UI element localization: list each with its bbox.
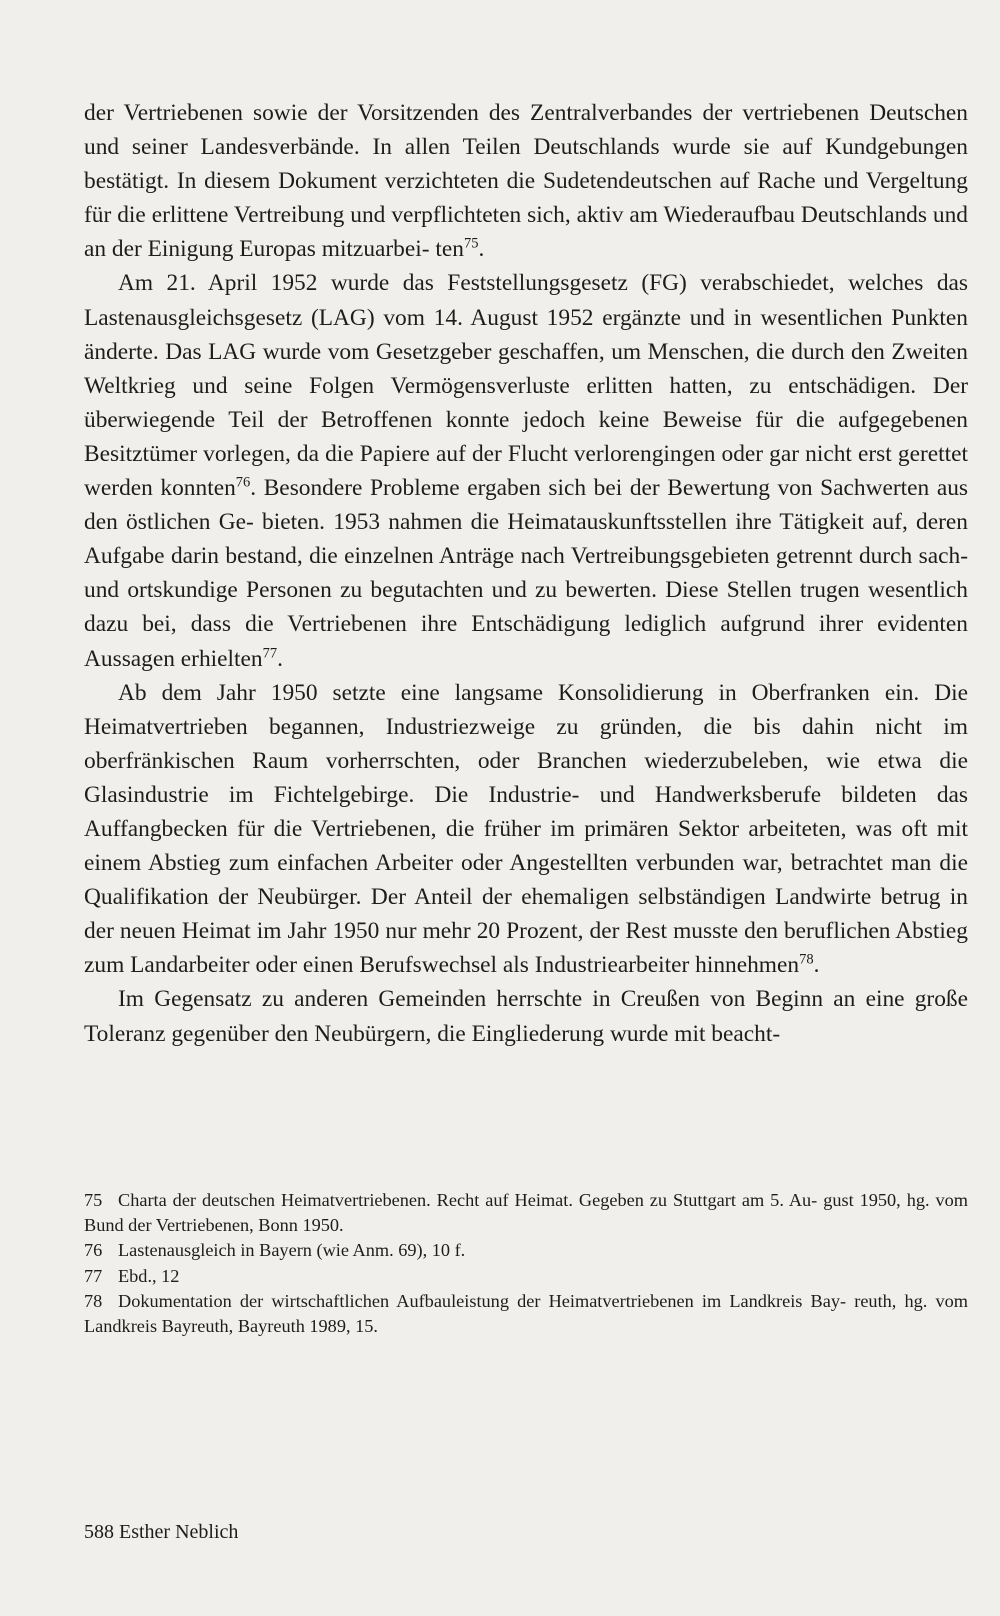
footnote-ref-78: 78 — [799, 951, 814, 968]
footnote-76 — [84, 1238, 968, 1263]
footnote-77 — [84, 1264, 968, 1289]
footnote-number: 78 — [84, 1290, 103, 1311]
footnote-text: Ebd., 12 — [118, 1265, 180, 1286]
footnote-ref-77: 77 — [262, 644, 278, 661]
paragraph-3: Ab dem Jahr 1950 setzte eine langsame Konsolidierung in Oberfranken ein. Die Heimatvertrieben begannen, Industriezweige zu gründen, die bis dahin nicht im oberfränkischen Raum vorherrschten, oder Branchen wiederzubeleben, wie etwa die Glasindustrie im Fichtelgebirge. Die Industrie- und Handwerksberufe bildeten das Auffangbecken für die Vertriebenen, die früher im primären Sektor arbeiteten, was oft mit einem Abstieg zum einfachen Arbeiter oder Angestellten verbunden war, betrachtet man die Qualifikation der Neubürger. Der Anteil der ehemaligen selbständigen Landwirte betrug in der neuen Heimat im Jahr 1950 nur mehr 20 Prozent, der Rest musste den beruflichen Abstieg zum Landarbeiter oder einen Berufswechsel als Industriearbeiter hinnehmen$^{78}$. — [84, 679, 968, 979]
body-text — [84, 96, 968, 1051]
footnote-ref-76: 76 — [235, 474, 251, 491]
footnote-ref-75: 75 — [463, 235, 479, 252]
page-number: 588 — [84, 1521, 114, 1543]
running-author: Esther Neblich — [119, 1521, 239, 1543]
paragraph-1: der Vertriebenen sowie der Vorsitzenden des Zentralverbandes der vertriebenen Deutschen und seiner Landesverbände. In allen Teilen Deutschlands wurde sie auf Kundgebungen bestätigt. In diesem Dokument verzichteten die Sudetendeutschen auf Rache und Vergeltung für die erlittene Vertreibung und verpflichteten sich, aktiv am Wiederaufbau Deutschlands und an der Einigung Europas mitzuarbei- ten$^{75}$. — [84, 100, 968, 263]
page-footer — [84, 1520, 238, 1544]
footnote-78 — [84, 1289, 968, 1339]
footnotes — [84, 1188, 968, 1339]
paragraph-4: Im Gegensatz zu anderen Gemeinden herrschte in Creußen von Beginn an eine große Toleranz gegenüber den Neubürgern, die Eingliederung wurde mit beacht- — [84, 986, 968, 1047]
footnote-75 — [84, 1188, 968, 1238]
footnote-number: 75 — [84, 1190, 103, 1210]
footnote-text: Lastenausgleich in Bayern (wie Anm. 69), 10 f. — [118, 1240, 466, 1261]
footnote-number: 76 — [84, 1240, 103, 1261]
footnote-text: Dokumentation der wirtschaftlichen Aufbauleistung der Heimatvertriebenen im Landkreis Bay- reuth, hg. vom Landkreis Bayreuth, Bayreuth 1989, 15. — [84, 1290, 968, 1337]
paragraph-2: Am 21. April 1952 wurde das Feststellungsgesetz (FG) verabschiedet, welches das Lastenausgleichsgesetz (LAG) vom 14. August 1952 ergänzte und in wesentlichen Punkten änderte. Das LAG wurde vom Gesetzgeber geschaffen, um Menschen, die durch den Zweiten Weltkrieg und seine Folgen Vermögensverluste erlitten hatten, zu entschädigen. Der überwiegende Teil der Betroffenen konnte jedoch keine Beweise für die aufgegebenen Besitztümer vorlegen, da die Papiere auf der Flucht verlorengingen oder gar nicht erst gerettet werden konnten$^{76}$. Besondere Probleme ergaben sich bei der Bewertung von Sachwerten aus den östlichen Ge- bieten. 1953 nahmen die Heimatauskunftsstellen ihre Tätigkeit auf, deren Aufgabe darin bestand, die einzelnen Anträge nach Vertreibungsgebieten getrennt durch sach- und ortskundige Personen zu begutachten und zu bewerten. Diese Stellen trugen wesentlich dazu bei, dass die Vertriebenen ihre Entschädigung lediglich aufgrund ihrer evidenten Aussagen erhielten$^{77}$. — [84, 270, 968, 672]
footnote-number: 77 — [84, 1265, 103, 1286]
footnote-text: Charta der deutschen Heimatvertriebenen. Recht auf Heimat. Gegeben zu Stuttgart am 5. Au- gust 1950, hg. vom Bund der Vertriebenen, Bonn 1950. — [84, 1190, 968, 1236]
